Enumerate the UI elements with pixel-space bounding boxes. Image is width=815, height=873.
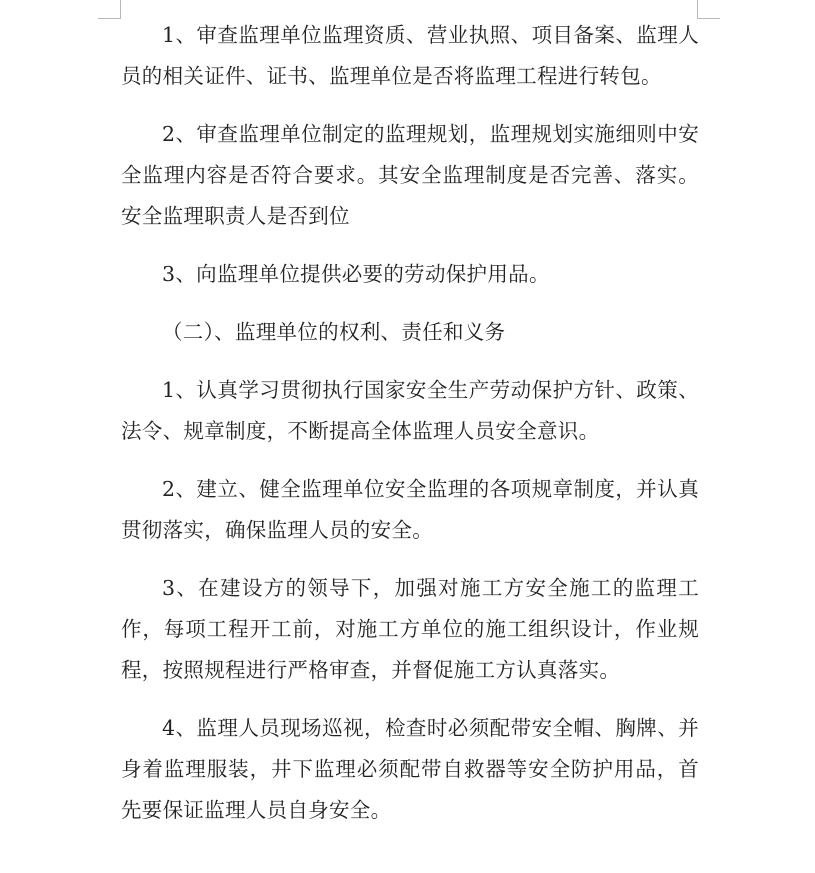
paragraph-site-inspection-safety: 4、监理人员现场巡视，检查时必须配带安全帽、胸牌、并身着监理服装，井下监理必须配带自救器等安全防护用品，首先要保证监理人员自身安全。 xyxy=(121,716,699,822)
paragraph-review-qualifications: 1、审查监理单位监理资质、营业执照、项目备案、监理人员的相关证件、证书、监理单位是否将监理工程进行转包。 xyxy=(121,23,699,88)
paragraph-establish-rules: 2、建立、健全监理单位安全监理的各项规章制度，并认真贯彻落实，确保监理人员的安全。 xyxy=(121,477,699,542)
paragraph-review-supervision-plan: 2、审查监理单位制定的监理规划，监理规划实施细则中安全监理内容是否符合要求。其安全监理制度是否完善、落实。安全监理职责人是否到位 xyxy=(121,122,699,228)
paragraph-study-safety-policy: 1、认真学习贯彻执行国家安全生产劳动保护方针、政策、法令、规章制度，不断提高全体监理人员安全意识。 xyxy=(121,378,699,443)
paragraph-provide-protective-equipment: 3、向监理单位提供必要的劳动保护用品。 xyxy=(162,262,550,286)
page-corner-mark-top-right xyxy=(697,0,720,19)
paragraph-supervise-construction: 3、在建设方的领导下，加强对施工方安全施工的监理工作，每项工程开工前，对施工方单位的施工组织设计，作业规程，按照规程进行严格审查，并督促施工方认真落实。 xyxy=(121,576,699,682)
document-body xyxy=(121,15,699,848)
page-corner-mark-top-left xyxy=(98,0,121,19)
section-heading-rights-duties: （二）、监理单位的权利、责任和义务 xyxy=(162,320,506,344)
